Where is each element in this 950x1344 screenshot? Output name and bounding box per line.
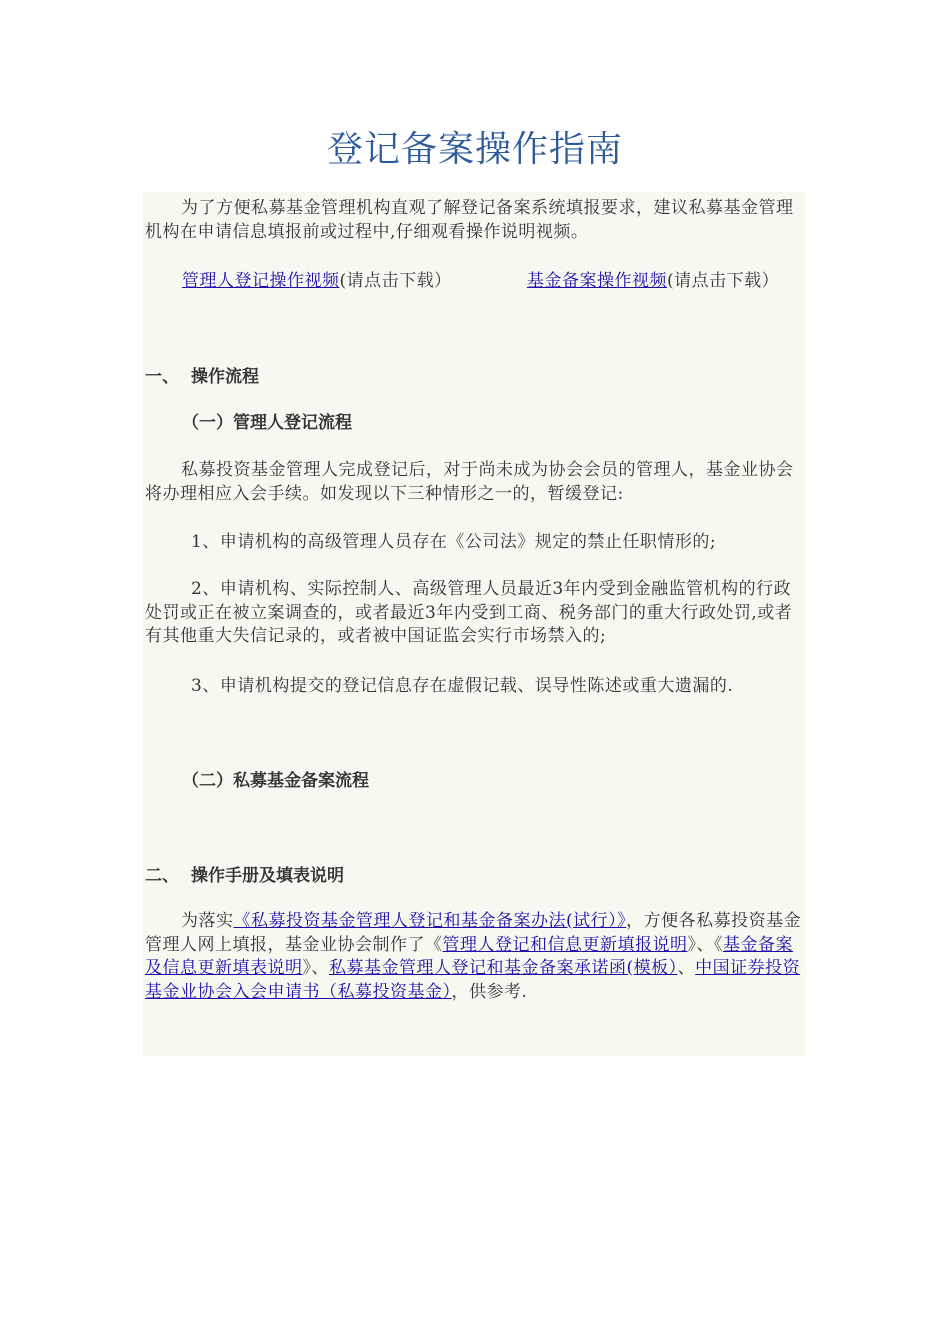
para-text-5: 、 — [677, 958, 696, 978]
para-text-2: ，方便各私募投资基金管理人网上填报，基金业协会制作了《 — [145, 911, 802, 955]
manager-video-row — [182, 269, 452, 293]
subsection2-title: （二）私募基金备案流程 — [182, 771, 369, 791]
condition-item-1: 1、申请机构的高级管理人员存在《公司法》规定的禁止任职情形的; — [191, 532, 717, 552]
section2-heading — [145, 864, 745, 888]
fund-video-row — [527, 269, 779, 293]
condition-item-2: 2、申请机构、实际控制人、高级管理人员最近3年内受到金融监管机构的行政处罚或正在被立案调查的，或者最近3年内受到工商、税务部门的重大行政处罚,或者有其他重大失信记录的，或者被中国证监会实行市场禁入的; — [145, 579, 793, 646]
manager-video-link[interactable]: 管理人登记操作视频 — [182, 271, 340, 291]
para-text-4: 》、 — [302, 958, 329, 978]
regulation-link[interactable]: 《私募投资基金管理人登记和基金备案办法(试行）》 — [233, 911, 627, 931]
para-text-3: 》、《 — [687, 934, 723, 955]
section2-title: 操作手册及填表说明 — [191, 866, 344, 886]
page-title: 登记备案操作指南 — [326, 129, 623, 170]
section1-number: 一、 — [145, 367, 179, 387]
section2-paragraph — [145, 910, 807, 1004]
manager-video-note: (请点击下载） — [339, 271, 452, 291]
fund-guide-link[interactable]: 基金备案及信息更新填表说明 — [145, 934, 793, 978]
subsection1-title: （一）管理人登记流程 — [182, 413, 352, 433]
section1-heading — [145, 365, 745, 389]
membership-application-link[interactable]: 中国证券投资基金业协会入会申请书（私募投资基金） — [145, 958, 801, 1002]
para-text-6: ，供参考. — [451, 981, 528, 1002]
commitment-letter-link[interactable]: 私募基金管理人登记和基金备案承诺函(模板） — [329, 958, 678, 978]
manager-guide-link[interactable]: 管理人登记和信息更新填报说明 — [442, 934, 688, 955]
condition-item-3: 3、申请机构提交的登记信息存在虚假记载、误导性陈述或重大遗漏的. — [191, 676, 734, 696]
fund-video-link[interactable]: 基金备案操作视频 — [527, 271, 667, 291]
para-text-1: 为落实 — [181, 911, 234, 931]
subsection1-paragraph: 私募投资基金管理人完成登记后，对于尚未成为协会会员的管理人，基金业协会将办理相应入会手续。如发现以下三种情形之一的，暂缓登记: — [145, 460, 794, 504]
fund-video-note: (请点击下载） — [667, 271, 780, 291]
section1-title: 操作流程 — [191, 367, 259, 387]
section2-number: 二、 — [145, 866, 179, 886]
intro-paragraph: 为了方便私募基金管理机构直观了解登记备案系统填报要求，建议私募基金管理机构在申请信息填报前或过程中,仔细观看操作说明视频。 — [145, 198, 794, 242]
